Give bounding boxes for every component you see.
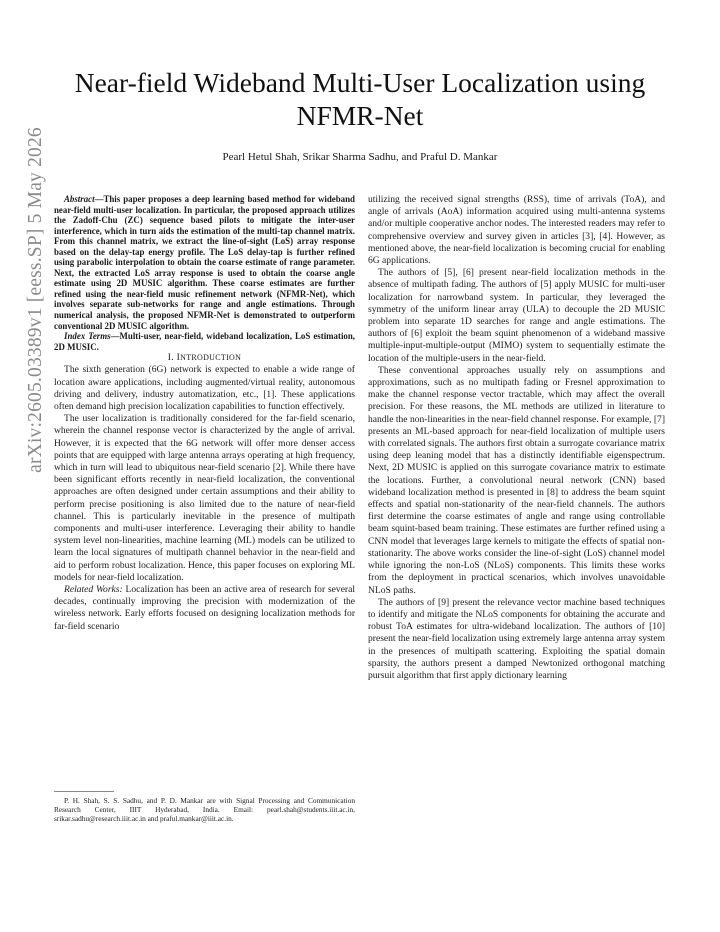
related-works-paragraph (54, 584, 355, 633)
right-paragraph-2: The authors of [5], [6] present near-field localization methods in the absence of multipath fading. The authors of [5] apply MUSIC for multi-user localization for narrowband system. In particular, they leveraged the symmetry of the uniform linear array (ULA) to decouple the 2D MUSIC problem into separate 1D searches for range and angle estimations. The authors of [6] exploit the beam squint phenomenon of a wideband massive multiple-input-multiple-output (MIMO) system to sequentially estimate the location of the multiple-users in the near-field. (368, 267, 665, 364)
abstract-text: —This paper proposes a deep learning based method for wideband near-field multi-user localization. In particular, the proposed approach utilizes the Zadoff-Chu (ZC) sequence based pilots to mitigate the inter-user interference, which in turn aids the estimation of the multi-tap channel matrix. From this channel matrix, we extract the line-of-sight (LoS) array response based on the delay-tap energy profile. The LoS delay-tap is further refined using parabolic interpolation to obtain the coarse estimate of range parameter. Next, the extracted LoS array response is used to obtain the coarse angle estimate using 2D MUSIC algorithm. These coarse estimates are further refined using the near-field music refinement network (NFMR-Net), which involves separate sub-networks for range and angle estimations. Through numerical analysis, the proposed NFMR-Net is demonstrated to outperform conventional 2D MUSIC algorithm. (54, 194, 355, 331)
paper-title (40, 66, 680, 132)
index-terms (54, 331, 355, 352)
intro-paragraph-2: The user localization is traditionally considered for the far-field scenario, wherein the channel response vector is characterized by the angle of arrival. However, it is expected that the 6G network will offer more denser access points that are equipped with large antenna arrays operating at high frequency, which in turn will lead to ubiquitous near-field scenario [2]. While there have been significant efforts recently in near-field localization, the conventional approaches are often designed under certain assumptions and their ability to perform precise positioning is also limited due to the nature of near-field channel. This is particularly inevitable in the presence of multipath components and multi-user interference. Leveraging their ability to handle system level non-linearities, machine learning (ML) models can be utilized to learn the local signatures of multipath channel behavior in the near-field and aid to perform robust localization. Hence, this paper focuses on exploring ML models for near-field localization. (54, 413, 355, 583)
section-heading-introduction: I. INTRODUCTION (167, 352, 242, 364)
left-column (54, 194, 355, 633)
right-paragraph-1: utilizing the received signal strengths (RSS), time of arrivals (ToA), and angle of arrivals (AoA) information acquired using multi-antenna systems and/or multiple cooperative anchor nodes. The interested readers may refer to comprehensive overview and survey given in articles [3], [4]. However, as mentioned above, the near-field localization is becoming crucial for enabling 6G applications. (368, 194, 665, 267)
footnote-text: P. H. Shah, S. S. Sadhu, and P. D. Mankar are with Signal Processing and Communication Research Center, IIIT Hyderabad, India. Email: pearl.shah@students.iiit.ac.in, srikar.sadhu@research.iiit.ac.in and praful.mankar@iiit.ac.in. (54, 796, 355, 823)
right-paragraph-3: These conventional approaches usually rely on assumptions and approximations, such as no multipath fading or Fresnel approximation to make the channel response vector tractable, which may affect the overall precision. For these reasons, the ML methods are utilized in literature to handle the non-linearities in the near-field channel response. For example, [7] presents an ML-based approach for near-field localization of multiple users with correlated signals. The authors first obtain a surrogate covariance matrix using deep leaning model that has a distinctly identifiable eigenspectrum. Next, 2D MUSIC is applied on this surrogate covariance matrix to estimate the locations. Further, a convolutional neural network (CNN) based wideband localization method is presented in [8] to address the beam squint effects and spatial non-stationarity of the near-field channels. The authors first determine the coarse estimates of angle and range using controllable beam squint-based beam training. These estimates are further refined using a CNN model that leverages large kernels to mitigate the effects of spatial non-stationarity. The above works consider the line-of-sight (LoS) channel model while ignoring the non-LoS (NLoS) components. This limits these works from the deployment in practical scenarios, which involves unavoidable NLoS paths. (368, 364, 665, 596)
related-works-label: Related Works: (64, 584, 123, 596)
index-terms-text: —Multi-user, near-field, wideband localization, LoS estimation, 2D MUSIC. (54, 331, 356, 352)
right-column (368, 194, 665, 682)
title-line-2: NFMR-Net (296, 100, 424, 131)
intro-paragraph-1: The sixth generation (6G) network is expected to enable a wide range of location aware applications, including augmented/virtual reality, autonomous driving and delivery, industry automatization, etc., [1]. These applications often demand high precision localization capabilities to function effectively. (54, 364, 355, 413)
title-line-1: Near-field Wideband Multi-User Localization using (74, 67, 646, 98)
abstract (54, 194, 355, 331)
arxiv-identifier: arXiv:2605.03389v1 [eess.SP] 5 May 2026 (25, 127, 46, 473)
index-terms-label: Index Terms (64, 331, 111, 342)
footnote-rule (54, 791, 114, 792)
author-list: Pearl Hetul Shah, Srikar Sharma Sadhu, and Praful D. Mankar (222, 151, 498, 163)
abstract-label: Abstract (64, 194, 95, 204)
author-affiliation-footnote (54, 796, 355, 823)
related-works-text: Localization has been an active area of research for several decades, continually improving the precision with modernization of the wireless network. Early efforts focused on designing localization methods for far-field scenario (54, 584, 355, 632)
right-paragraph-4: The authors of [9] present the relevance vector machine based techniques to identify and mitigate the NLoS components for obtaining the accurate and robust ToA estimates for ultra-wideband localization. The authors of [10] present the near-field localization using extremely large antenna array system in the presences of multipath scattering. Exploiting the spatial domain sparsity, the authors present a damped Newtonized orthogonal matching pursuit algorithm that first apply dictionary learning (368, 596, 665, 681)
